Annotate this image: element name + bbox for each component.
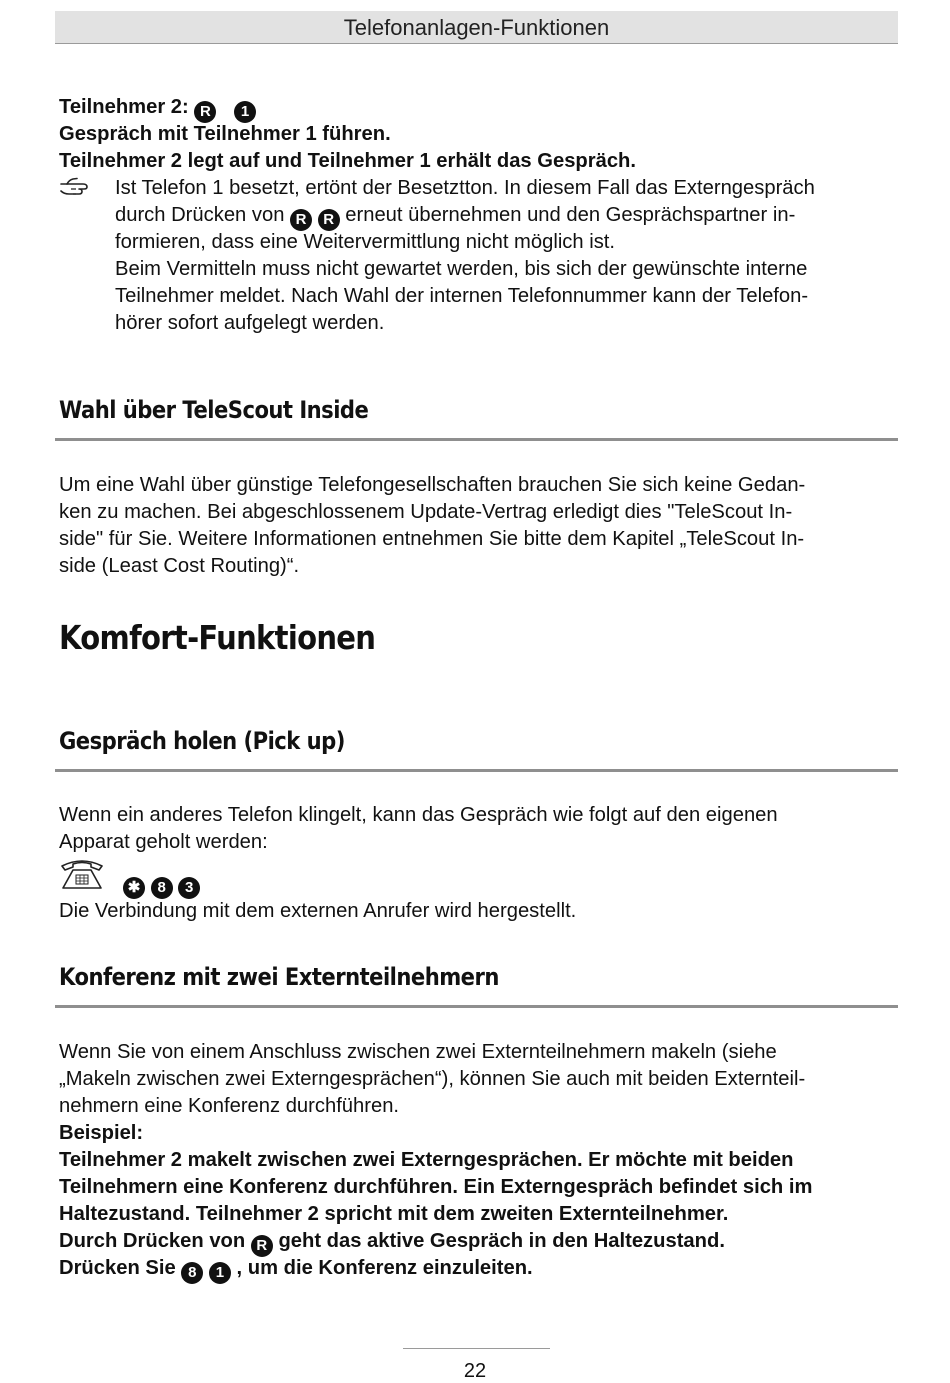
- paragraph-line: Die Verbindung mit dem externen Anrufer wird hergestellt.: [59, 900, 577, 922]
- paragraph-line: Apparat geholt werden:: [59, 831, 268, 853]
- section-heading-pickup: Gespräch holen (Pick up): [59, 727, 345, 755]
- header-title: Telefonanlagen-Funktionen: [343, 15, 610, 40]
- paragraph-line: side (Least Cost Routing)“.: [59, 555, 300, 577]
- note-text: durch Drücken von: [115, 204, 285, 226]
- section-divider: [55, 438, 898, 441]
- pointing-hand-icon: [59, 176, 95, 203]
- paragraph-line: Wenn ein anderes Telefon klingelt, kann das Gespräch wie folgt auf den eigenen: [59, 804, 778, 826]
- note-line: Ist Telefon 1 besetzt, ertönt der Besetztton. In diesem Fall das Externgespräch: [115, 177, 815, 199]
- subscriber2-line: [59, 94, 256, 123]
- instruction-line: Teilnehmer 2 legt auf und Teilnehmer 1 erhält das Gespräch.: [59, 150, 636, 172]
- key-8: 8: [151, 877, 173, 899]
- key-3: 3: [178, 877, 200, 899]
- telephone-icon: [59, 857, 105, 898]
- paragraph-line: Wenn Sie von einem Anschluss zwischen zwei Externteilnehmern makeln (siehe: [59, 1041, 777, 1063]
- paragraph-line: Um eine Wahl über günstige Telefongesellschaften brauchen Sie sich keine Gedan-: [59, 474, 806, 496]
- paragraph-line: „Makeln zwischen zwei Externgesprächen“), können Sie auch mit beiden Externteil-: [59, 1068, 806, 1090]
- note-text: erneut übernehmen und den Gesprächspartner in-: [345, 204, 796, 226]
- chapter-heading-comfort: Komfort-Funktionen: [59, 618, 376, 657]
- note-line: formieren, dass eine Weitervermittlung nicht möglich ist.: [115, 231, 616, 253]
- example-label: Beispiel:: [59, 1122, 144, 1144]
- key-1: 1: [234, 101, 256, 123]
- example-text: geht das aktive Gespräch in den Haltezustand.: [278, 1230, 725, 1252]
- subscriber2-label: Teilnehmer 2:: [59, 96, 189, 118]
- example-text: Durch Drücken von: [59, 1230, 246, 1252]
- instruction-line: Gespräch mit Teilnehmer 1 führen.: [59, 123, 391, 145]
- paragraph-line: ken zu machen. Bei abgeschlossenem Update-Vertrag erledigt dies "TeleScout In-: [59, 501, 793, 523]
- key-star: ✱: [123, 877, 145, 899]
- example-text: Drücken Sie: [59, 1257, 176, 1279]
- example-line: [59, 1255, 533, 1284]
- footer-divider: [403, 1348, 550, 1349]
- note-line: [115, 202, 795, 231]
- key-r: R: [290, 209, 312, 231]
- note-line: Teilnehmer meldet. Nach Wahl der internen Telefonnummer kann der Telefon-: [115, 285, 809, 307]
- note-line: hörer sofort aufgelegt werden.: [115, 312, 385, 334]
- key-8: 8: [181, 1262, 203, 1284]
- page-header: [55, 11, 898, 44]
- key-r: R: [318, 209, 340, 231]
- section-divider: [55, 1005, 898, 1008]
- example-line: Teilnehmern eine Konferenz durchführen. Ein Externgespräch befindet sich im: [59, 1176, 813, 1198]
- key-1: 1: [209, 1262, 231, 1284]
- example-line: [59, 1228, 725, 1257]
- section-divider: [55, 769, 898, 772]
- key-r: R: [194, 101, 216, 123]
- page-number: 22: [463, 1360, 487, 1382]
- section-heading-telescout: Wahl über TeleScout Inside: [59, 396, 369, 424]
- paragraph-line: side" für Sie. Weitere Informationen entnehmen Sie bitte dem Kapitel „TeleScout In-: [59, 528, 805, 550]
- example-text: , um die Konferenz einzuleiten.: [236, 1257, 533, 1279]
- example-line: Teilnehmer 2 makelt zwischen zwei Externgesprächen. Er möchte mit beiden: [59, 1149, 794, 1171]
- note-line: Beim Vermitteln muss nicht gewartet werden, bis sich der gewünschte interne: [115, 258, 808, 280]
- section-heading-conference: Konferenz mit zwei Externteilnehmern: [59, 963, 499, 991]
- paragraph-line: nehmern eine Konferenz durchführen.: [59, 1095, 400, 1117]
- key-r: R: [251, 1235, 273, 1257]
- example-line: Haltezustand. Teilnehmer 2 spricht mit dem zweiten Externteilnehmer.: [59, 1203, 729, 1225]
- pickup-keys: [123, 870, 200, 899]
